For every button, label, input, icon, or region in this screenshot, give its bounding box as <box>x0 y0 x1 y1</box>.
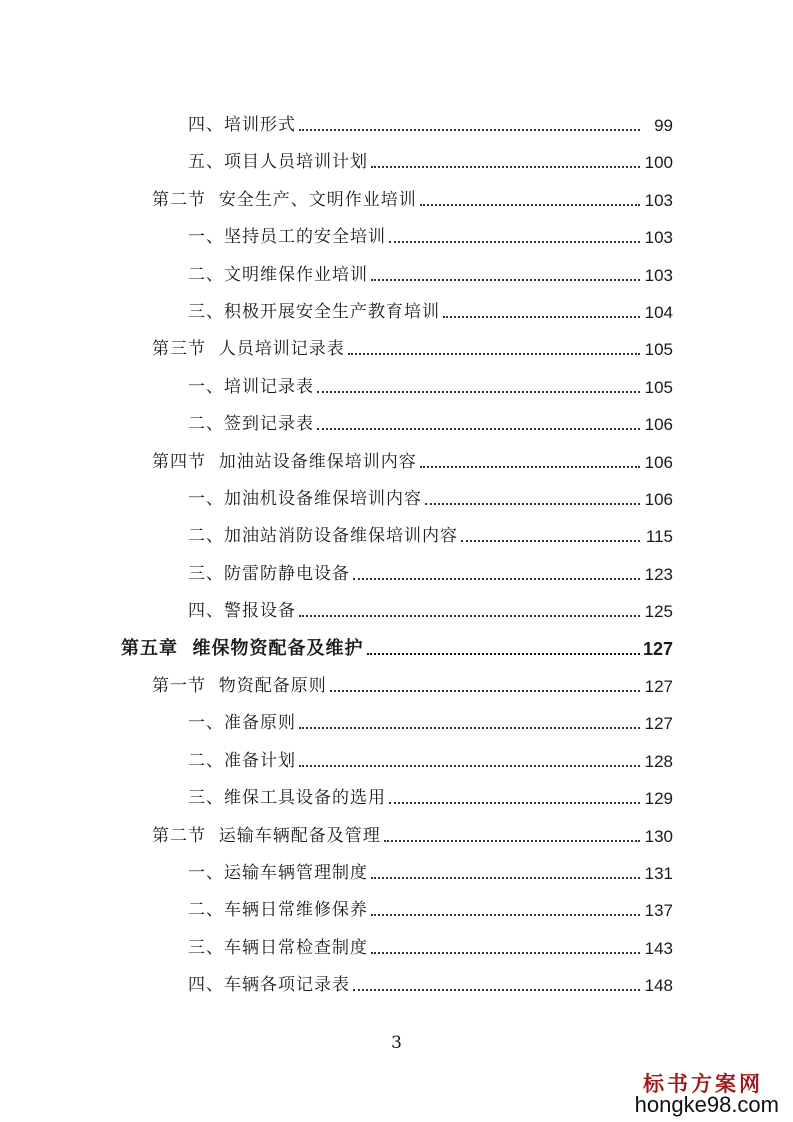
toc-dot-leader <box>367 653 640 655</box>
toc-entry-page: 127 <box>642 638 673 659</box>
toc-entry-title: 四、培训形式 <box>188 115 296 135</box>
toc-item-entry[interactable] <box>188 555 673 583</box>
toc-entry-page: 127 <box>644 677 673 696</box>
toc-item-entry[interactable] <box>188 218 673 246</box>
toc-item-entry[interactable] <box>188 293 673 321</box>
toc-dot-leader <box>443 316 640 318</box>
toc-entry-title: 三、车辆日常检查制度 <box>188 937 368 958</box>
toc-entry-title: 第一节 物资配备原则 <box>152 676 327 696</box>
toc-entry-title: 三、维保工具设备的选用 <box>188 788 386 809</box>
toc-entry-page: 100 <box>644 153 673 173</box>
toc-entry-title: 二、车辆日常维修保养 <box>188 900 368 921</box>
toc-dot-leader <box>317 391 640 393</box>
toc-dot-leader <box>384 840 640 842</box>
watermark-url: hongke98.com <box>634 1092 779 1117</box>
toc-dot-leader <box>317 428 640 430</box>
toc-entry-page: 99 <box>654 116 673 135</box>
toc-dot-leader <box>389 241 640 243</box>
toc-entry-title: 二、文明维保作业培训 <box>188 264 368 285</box>
toc-entry-page: 123 <box>644 564 673 584</box>
toc-entry-page: 106 <box>644 490 673 509</box>
toc-item-entry[interactable] <box>188 517 673 545</box>
toc-entry-page: 131 <box>644 864 673 883</box>
toc-entry-title: 二、准备计划 <box>188 750 296 771</box>
toc-item-entry[interactable] <box>188 143 673 171</box>
toc-entry-page: 104 <box>644 303 673 322</box>
toc-dot-leader <box>371 279 640 281</box>
toc-dot-leader <box>425 503 640 505</box>
toc-item-entry[interactable] <box>188 929 673 957</box>
toc-entry-title: 一、加油机设备维保培训内容 <box>188 489 422 509</box>
toc-entry-page: 105 <box>644 340 673 360</box>
toc-section-entry[interactable] <box>152 181 673 209</box>
toc-dot-leader <box>389 802 640 804</box>
toc-entry-page: 125 <box>644 602 673 622</box>
toc-entry-page: 128 <box>644 751 673 771</box>
toc-entry-page: 148 <box>644 976 673 996</box>
page-number: 3 <box>391 1033 402 1053</box>
toc-entry-title: 一、培训记录表 <box>188 376 314 397</box>
toc-entry-title: 一、坚持员工的安全培训 <box>188 227 386 248</box>
toc-entry-title: 三、防雷防静电设备 <box>188 563 350 584</box>
toc-dot-leader <box>371 166 640 168</box>
toc-entry-title: 第二节 运输车辆配备及管理 <box>152 825 381 846</box>
toc-item-entry[interactable] <box>188 592 673 620</box>
toc-entry-title: 第四节 加油站设备维保培训内容 <box>152 451 417 472</box>
toc-entry-title: 五、项目人员培训计划 <box>188 152 368 173</box>
toc-entry-page: 103 <box>644 265 673 285</box>
toc-entry-page: 103 <box>644 190 673 210</box>
toc-item-entry[interactable] <box>188 106 673 134</box>
toc-dot-leader <box>371 914 640 916</box>
watermark-site-name: 标书方案网 <box>643 1071 763 1096</box>
toc-dot-leader <box>299 615 640 617</box>
toc-entry-page: 137 <box>644 901 673 921</box>
toc-dot-leader <box>371 877 640 879</box>
toc-section-entry[interactable] <box>152 443 673 471</box>
toc-entry-page: 115 <box>645 527 673 547</box>
toc-item-entry[interactable] <box>188 854 673 882</box>
toc-chapter-entry[interactable] <box>121 630 673 658</box>
toc-entry-title: 二、签到记录表 <box>188 414 314 435</box>
toc-entry-title: 三、积极开展安全生产教育培训 <box>188 302 440 322</box>
toc-dot-leader <box>420 466 640 468</box>
toc-item-entry[interactable] <box>188 742 673 770</box>
toc-entry-page: 103 <box>644 228 673 248</box>
toc-entry-page: 105 <box>644 377 673 397</box>
toc-item-entry[interactable] <box>188 256 673 284</box>
toc-item-entry[interactable] <box>188 966 673 994</box>
toc-dot-leader <box>299 727 640 729</box>
toc-entry-title: 第三节 人员培训记录表 <box>152 339 345 360</box>
toc-dot-leader <box>461 540 640 542</box>
toc-entry-page: 130 <box>644 826 673 846</box>
toc-entry-page: 127 <box>644 714 673 734</box>
toc-entry-title: 一、运输车辆管理制度 <box>188 863 368 883</box>
toc-dot-leader <box>353 989 640 991</box>
toc-entry-title: 第二节 安全生产、文明作业培训 <box>152 189 417 210</box>
toc-entry-page: 106 <box>644 415 673 435</box>
toc-item-entry[interactable] <box>188 368 673 396</box>
toc-item-entry[interactable] <box>188 779 673 807</box>
toc-entry-title: 二、加油站消防设备维保培训内容 <box>188 526 458 547</box>
toc-entry-page: 143 <box>644 938 673 958</box>
toc-item-entry[interactable] <box>188 405 673 433</box>
toc-section-entry[interactable] <box>152 667 673 695</box>
toc-section-entry[interactable] <box>152 817 673 845</box>
toc-entry-title: 四、警报设备 <box>188 601 296 622</box>
toc-dot-leader <box>348 353 640 355</box>
toc-entry-title: 一、准备原则 <box>188 713 296 734</box>
toc-dot-leader <box>299 129 640 131</box>
toc-dot-leader <box>353 578 640 580</box>
toc-section-entry[interactable] <box>152 330 673 358</box>
toc-entry-title: 第五章 维保物资配备及维护 <box>121 637 364 659</box>
toc-item-entry[interactable] <box>188 891 673 919</box>
toc-dot-leader <box>299 765 640 767</box>
toc-entry-title: 四、车辆各项记录表 <box>188 975 350 996</box>
toc-item-entry[interactable] <box>188 704 673 732</box>
toc-dot-leader <box>420 204 640 206</box>
toc-dot-leader <box>330 690 640 692</box>
toc-item-entry[interactable] <box>188 480 673 508</box>
toc-entry-page: 129 <box>644 789 673 809</box>
toc-entry-page: 106 <box>644 452 673 472</box>
toc-dot-leader <box>371 952 640 954</box>
